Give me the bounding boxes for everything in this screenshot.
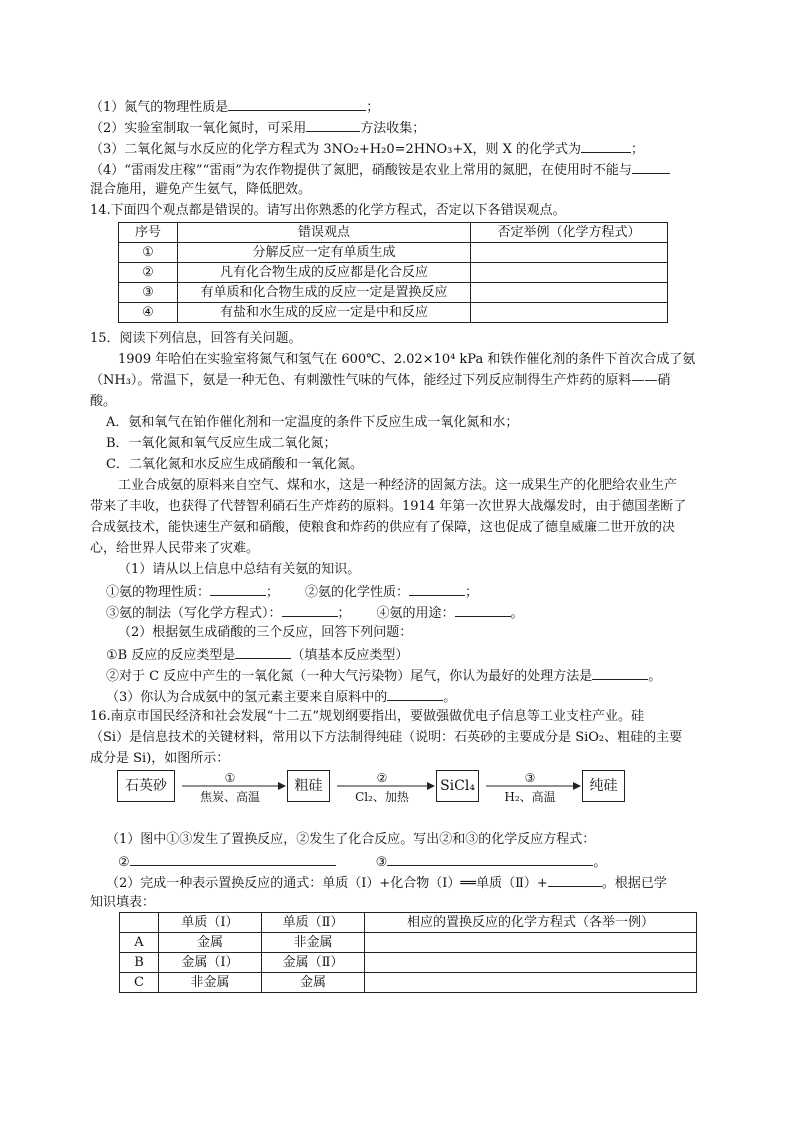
answer-cell[interactable] (365, 973, 697, 993)
q15-para2-line3: 合成氨技术，能快速生产氨和硝酸，使粮食和炸药的供应有了保障，这也促成了德皇威廉二世开放的决 (90, 520, 676, 535)
flow-box-pure-silicon: 纯硅 (582, 770, 625, 802)
answer-blank[interactable] (632, 159, 670, 174)
q15-para1-line1: 1909 年哈伯在实验室将氮气和氢气在 600℃、2.02×10⁴ kPa 和铁作催化剂的条件下首次合成了氨 (118, 352, 696, 367)
q14-intro: 14.下面四个观点都是错误的。请写出你熟悉的化学方程式，否定以下各错误观点。 (90, 203, 566, 218)
answer-blank[interactable] (581, 138, 631, 153)
table-header-row (119, 223, 668, 243)
q15-para1-line3: 酸。 (90, 394, 117, 409)
q15-sub2-a (106, 644, 408, 666)
wrong-view: 有单质和化合物生成的反应一定是置换反应 (178, 283, 471, 303)
header-cell: 单质（Ⅱ） (262, 913, 365, 933)
answer-cell[interactable] (471, 303, 668, 323)
table-row (120, 973, 697, 993)
q15-para2-line4: 心，给世界人民带来了灾难。 (90, 541, 260, 556)
q16-sub2-suffix: 。根据已学 (601, 876, 667, 891)
q13-part3 (90, 138, 644, 160)
q15-para2-line2: 带来了丰收，也获得了代替智利硝石生产炸药的原料。1914 年第一次世界大战爆发时，由于德国垄断了 (90, 499, 687, 514)
q15-option-a: A．氨和氧气在铂作催化剂和一定温度的条件下反应生成一氧化氮和水； (106, 415, 519, 430)
q15-sub2: （2）根据氨生成硝酸的三个反应，回答下列问题： (118, 625, 413, 640)
answer-blank[interactable] (228, 96, 366, 111)
q15-intro: 15．阅读下列信息，回答有关问题。 (90, 331, 302, 346)
step-number: ③ (524, 771, 536, 785)
ammonia-use-label: ④氨的用途： (376, 606, 455, 621)
q13-part1-prefix: （1）氮气的物理性质是 (90, 100, 229, 115)
q15-sub2a-suffix: （填基本反应类型） (291, 648, 409, 663)
answer-blank[interactable] (210, 581, 266, 596)
table-header-row (120, 913, 697, 933)
q15-option-b: B．一氧化氮和氧气反应生成二氧化氮； (106, 436, 337, 451)
ammonia-preparation-label: ③氨的制法（写化学方程式）： (106, 606, 282, 621)
q15-sub1: （1）请从以上信息中总结有关氨的知识。 (118, 562, 361, 577)
q15-para1-line2: （NH₃）。常温下，氨是一种无色、有刺激性气味的气体，能经过下列反应制得生产炸药的原料——硝 (90, 373, 671, 388)
header-cell: 相应的置换反应的化学方程式（各举一例） (365, 913, 697, 933)
table-row (119, 303, 668, 323)
reaction-3-label: ③ (375, 855, 388, 870)
q15-sub1-line2 (106, 602, 524, 624)
header-cell: 否定举例（化学方程式） (471, 223, 668, 243)
element-1-cell: 金属 (159, 933, 262, 953)
wrong-view: 有盐和水生成的反应一定是中和反应 (178, 303, 471, 323)
q16-sub2-line1 (106, 872, 667, 894)
answer-blank[interactable] (306, 117, 360, 132)
q15-sub1-line1 (106, 581, 478, 603)
table-row (120, 953, 697, 973)
answer-blank[interactable] (548, 872, 602, 887)
table-row (119, 263, 668, 283)
header-cell: 错误观点 (178, 223, 471, 243)
q13-part4-text: （4）“雷雨发庄稼”“雷雨”为农作物提供了氮肥，硝酸铵是农业上常用的氮肥，在使用时不能与 (90, 163, 632, 178)
q16-sub1-answers (118, 851, 606, 873)
q13-part2-prefix: （2）实验室制取一氧化氮时，可采用 (90, 121, 307, 136)
q16-table (119, 912, 697, 993)
step-condition: H₂、高温 (504, 790, 556, 804)
q16-sub2-line2: 知识填表： (90, 895, 156, 910)
punct: ； (465, 585, 479, 600)
answer-blank[interactable] (387, 851, 593, 866)
table-row (120, 933, 697, 953)
answer-blank[interactable] (387, 686, 443, 701)
flow-box-quartz-sand: 石英砂 (117, 770, 175, 802)
q15-sub3-prefix: （3）你认为合成氨中的氢元素主要来自原料中的 (106, 690, 388, 705)
row-label: C (120, 973, 159, 993)
q16-sub1: （1）图中①③发生了置换反应，②发生了化合反应。写出②和③的化学反应方程式： (106, 832, 596, 847)
q13-part1 (90, 96, 379, 118)
reaction-2-label: ② (118, 855, 130, 870)
q16-sub2-prefix: （2）完成一种表示置换反应的通式：单质（Ⅰ）+化合物（Ⅰ）══单质（Ⅱ）+ (106, 876, 548, 891)
header-cell: 单质（Ⅰ） (159, 913, 262, 933)
q15-option-c: C．二氧化氮和水反应生成硝酸和一氧化氮。 (106, 457, 363, 472)
wrong-view: 分解反应一定有单质生成 (178, 243, 471, 263)
row-number: ② (119, 263, 178, 283)
element-1-cell: 金属（Ⅰ） (159, 953, 262, 973)
answer-cell[interactable] (365, 933, 697, 953)
punct: ； (631, 142, 645, 157)
step-condition: Cl₂、加热 (355, 790, 409, 804)
punct: 。 (510, 606, 524, 621)
q15-sub2b-prefix: ②对于 C 反应中产生的一氧化氮（一种大气污染物）尾气，你认为最好的处理方法是 (106, 669, 593, 684)
punct: 。 (648, 669, 662, 684)
answer-blank[interactable] (130, 851, 336, 866)
answer-cell[interactable] (471, 243, 668, 263)
header-cell: 序号 (119, 223, 178, 243)
q16-intro-line2: （Si）是信息技术的关键材料，常用以下方法制得纯硅（说明：石英砂的主要成分是 SiO₂、粗硅的主要 (90, 730, 683, 745)
q15-para2-line1: 工业合成氨的原料来自空气、煤和水，这是一种经济的固氮方法。这一成果生产的化肥给农业生产 (118, 478, 678, 493)
step-number: ① (224, 771, 236, 785)
answer-blank[interactable] (235, 644, 291, 659)
q15-sub2-b (106, 665, 661, 687)
ammonia-physical-label: ①氨的物理性质： (106, 585, 211, 600)
table-row (119, 283, 668, 303)
element-2-cell: 金属（Ⅱ） (262, 953, 365, 973)
answer-cell[interactable] (471, 263, 668, 283)
q14-table (118, 222, 668, 323)
q13-part4-line2: 混合施用，避免产生氨气，降低肥效。 (90, 182, 312, 197)
punct: ； (266, 585, 280, 600)
flow-box-sicl4: SiCl₄ (436, 770, 479, 802)
element-1-cell: 非金属 (159, 973, 262, 993)
row-number: ① (119, 243, 178, 263)
answer-blank[interactable] (282, 602, 338, 617)
punct: ； (337, 606, 351, 621)
answer-blank[interactable] (409, 581, 465, 596)
element-2-cell: 金属 (262, 973, 365, 993)
answer-blank[interactable] (592, 665, 648, 680)
flow-box-crude-silicon: 粗硅 (287, 770, 330, 802)
q15-sub3 (106, 686, 456, 708)
ammonia-chemical-label: ②氨的化学性质： (305, 585, 410, 600)
row-number: ③ (119, 283, 178, 303)
punct: ； (366, 100, 380, 115)
q15-sub2a-prefix: ①B 反应的反应类型是 (106, 648, 236, 663)
punct: 。 (443, 690, 457, 705)
q16-intro-line3: 成分是 Si)，如图所示： (90, 751, 230, 766)
row-number: ④ (119, 303, 178, 323)
header-cell (120, 913, 159, 933)
q13-part3-prefix: （3）二氧化氮与水反应的化学方程式为 3NO₂+H₂0=2HNO₃+X，则 X 的化学式为 (90, 142, 582, 157)
step-number: ② (376, 771, 388, 785)
q13-part2-suffix: 方法收集； (360, 121, 426, 136)
q13-part4-line1 (90, 159, 670, 181)
q16-intro-line1: 16.南京市国民经济和社会发展“十二五”规划纲要指出，要做强做优电子信息等工业支柱产业。硅 (90, 709, 644, 724)
punct: 。 (593, 855, 607, 870)
answer-blank[interactable] (455, 602, 511, 617)
table-row (119, 243, 668, 263)
element-2-cell: 非金属 (262, 933, 365, 953)
q13-part2 (90, 117, 425, 139)
row-label: A (120, 933, 159, 953)
answer-cell[interactable] (365, 953, 697, 973)
step-condition: 焦炭、高温 (199, 790, 260, 804)
answer-cell[interactable] (471, 283, 668, 303)
wrong-view: 凡有化合物生成的反应都是化合反应 (178, 263, 471, 283)
row-label: B (120, 953, 159, 973)
